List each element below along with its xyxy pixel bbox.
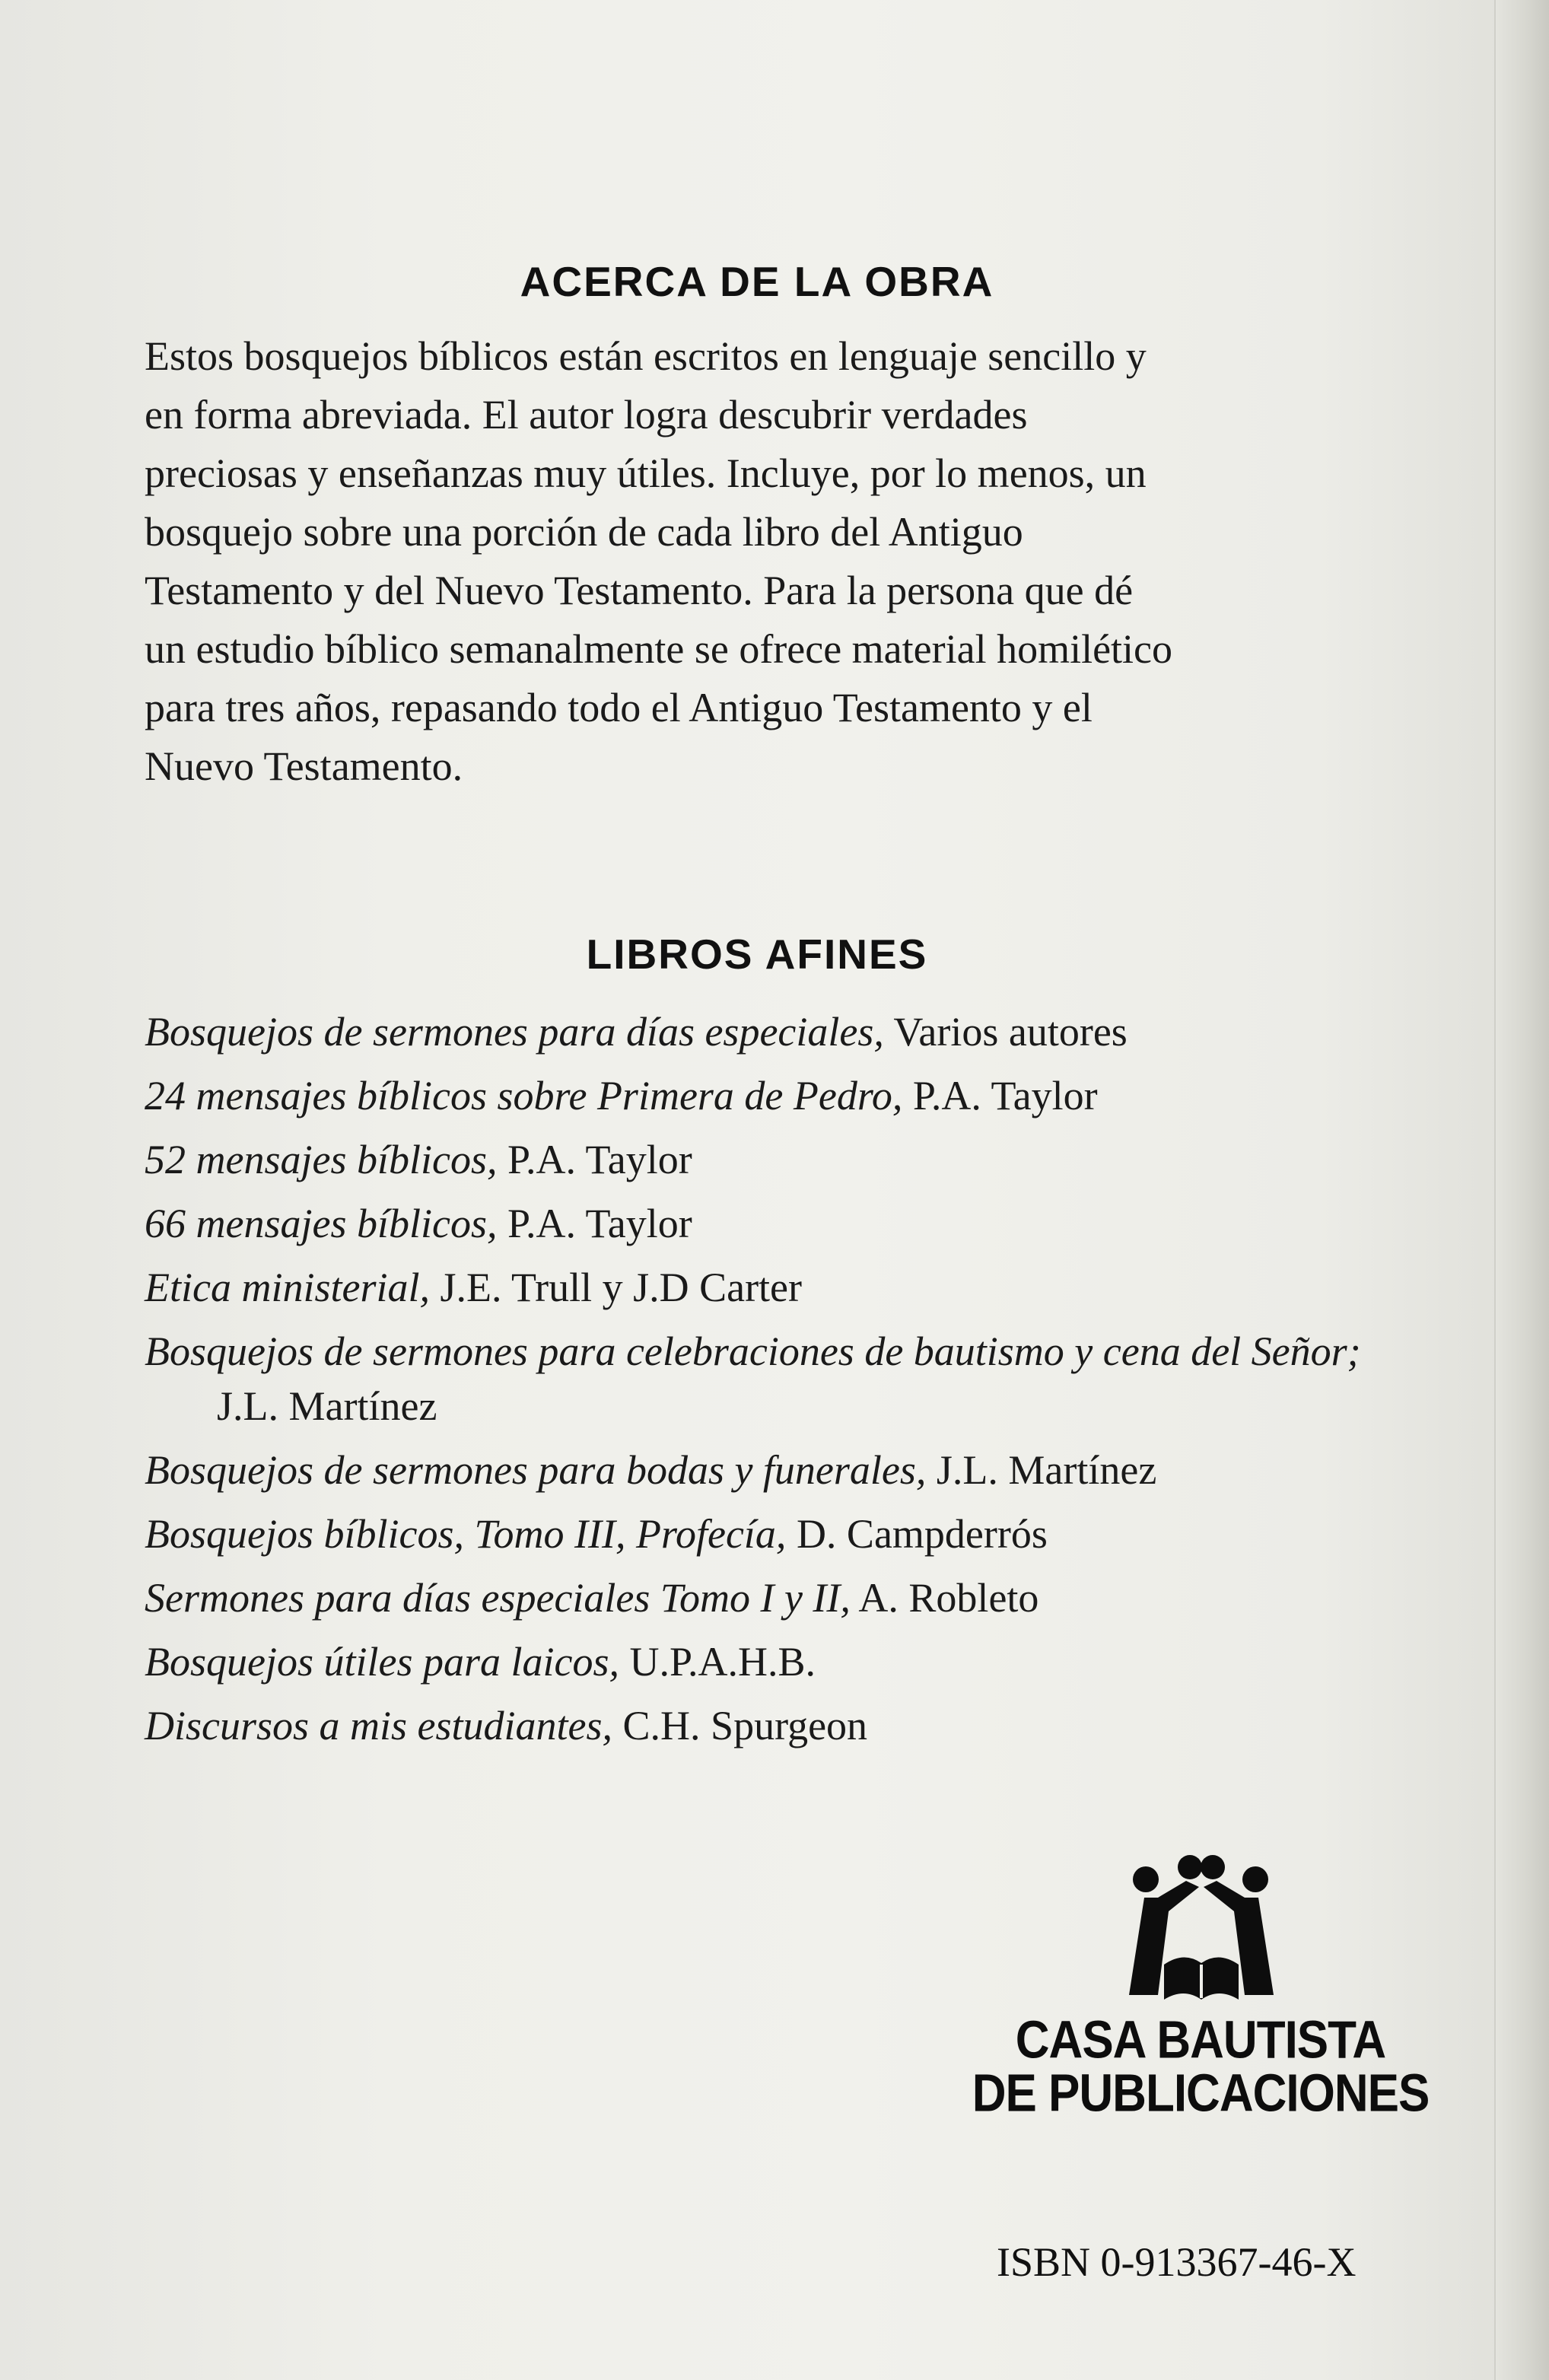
book-title: Discursos a mis estudiantes, <box>145 1703 613 1748</box>
list-item <box>145 1324 1392 1433</box>
publisher-emblem-icon <box>1114 1850 1289 2003</box>
list-item <box>145 1634 1392 1689</box>
publisher-name-line2: DE PUBLICACIONES <box>972 2064 1430 2124</box>
book-title: 24 mensajes bíblicos sobre Primera de Pedro, <box>145 1073 903 1118</box>
list-item <box>145 1004 1392 1059</box>
about-line: Estos bosquejos bíblicos están escritos en lenguaje sencillo y <box>145 333 1147 379</box>
book-author: U.P.A.H.B. <box>629 1639 816 1685</box>
book-title: Etica ministerial, <box>145 1265 430 1310</box>
book-author: P.A. Taylor <box>507 1201 692 1246</box>
about-line: en forma abreviada. El autor logra descubrir verdades <box>145 392 1028 438</box>
book-author: A. Robleto <box>858 1575 1039 1621</box>
book-title: Bosquejos de sermones para bodas y funerales, <box>145 1447 927 1493</box>
book-author: P.A. Taylor <box>912 1073 1098 1118</box>
book-author: P.A. Taylor <box>507 1137 692 1182</box>
list-item <box>145 1507 1392 1561</box>
related-books-heading: LIBROS AFINES <box>586 931 928 978</box>
related-books-list <box>145 1004 1392 1762</box>
about-line: para tres años, repasando todo el Antiguo Testamento y el <box>145 685 1093 730</box>
book-title: Bosquejos bíblicos, Tomo III, Profecía, <box>145 1511 787 1557</box>
list-item <box>145 1196 1392 1251</box>
about-paragraph <box>145 327 1377 796</box>
book-title: Bosquejos de sermones para días especiales, <box>145 1009 884 1055</box>
publisher-name-line1: CASA BAUTISTA <box>1015 2011 1386 2070</box>
about-line: preciosas y enseñanzas muy útiles. Incluye, por lo menos, un <box>145 450 1147 496</box>
list-item <box>145 1068 1392 1123</box>
book-author: Varios autores <box>893 1009 1128 1055</box>
book-author: J.L. Martínez <box>217 1383 437 1429</box>
book-title: Bosquejos útiles para laicos, <box>145 1639 619 1685</box>
list-item <box>145 1132 1392 1187</box>
about-line: Nuevo Testamento. <box>145 743 463 789</box>
list-item <box>145 1698 1392 1753</box>
list-item <box>145 1443 1392 1497</box>
book-author: J.E. Trull y J.D Carter <box>440 1265 803 1310</box>
list-item <box>145 1570 1392 1625</box>
isbn-number: ISBN 0-913367-46-X <box>997 2239 1357 2285</box>
book-author: D. Campderrós <box>796 1511 1048 1557</box>
book-title: 66 mensajes bíblicos, <box>145 1201 498 1246</box>
cover-edge <box>1494 0 1549 2380</box>
book-author: J.L. Martínez <box>936 1447 1157 1493</box>
about-line: un estudio bíblico semanalmente se ofrece material homilético <box>145 626 1173 672</box>
about-line: Testamento y del Nuevo Testamento. Para la persona que dé <box>145 568 1134 613</box>
about-heading: ACERCA DE LA OBRA <box>520 258 994 305</box>
about-line: bosquejo sobre una porción de cada libro del Antiguo <box>145 509 1023 555</box>
book-title: 52 mensajes bíblicos, <box>145 1137 498 1182</box>
book-author: C.H. Spurgeon <box>622 1703 868 1748</box>
list-item <box>145 1260 1392 1315</box>
publisher-logo <box>965 1850 1436 2124</box>
book-title: Sermones para días especiales Tomo I y II, <box>145 1575 851 1621</box>
book-title: Bosquejos de sermones para celebraciones de bautismo y cena del Señor; <box>145 1328 1361 1374</box>
